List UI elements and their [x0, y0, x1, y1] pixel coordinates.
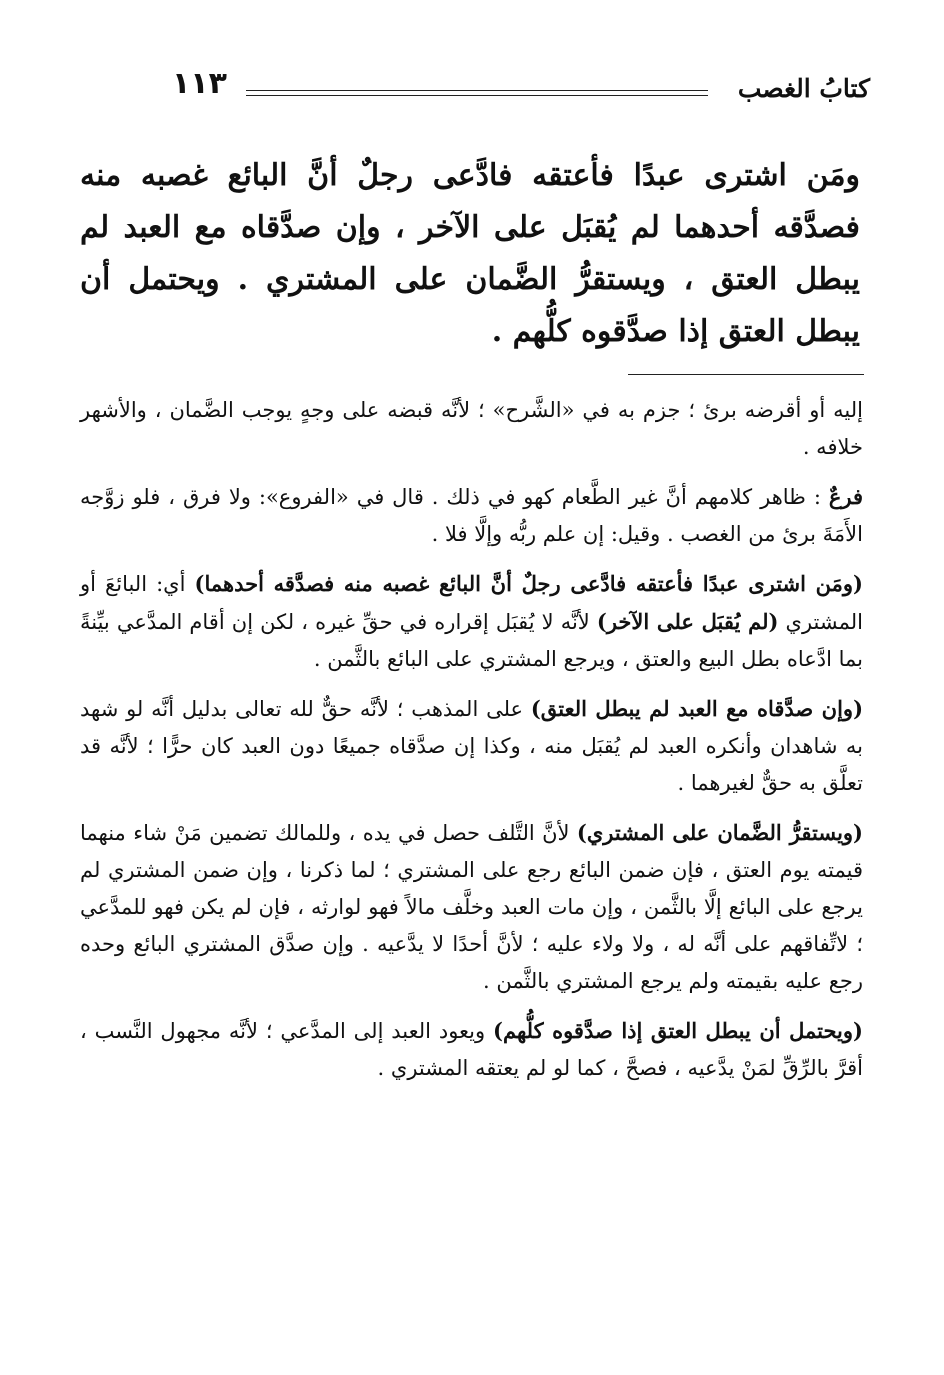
commentary-paragraph: [80, 1012, 863, 1087]
quoted-lemma: (لم يُقبَل على الآخر): [596, 609, 779, 634]
commentary-text: ويعود العبد إلى المدَّعي ؛ لأنَّه مجهول النَّسب ، أقرَّ بالرِّقِّ لمَنْ يدَّعيه ، فصحَّ ، كما لو لم يعتقه المشتري .: [80, 1019, 863, 1080]
header-rule: [246, 90, 708, 91]
commentary-text: على المذهب ؛ لأنَّه حقٌّ لله تعالى بدليل أنَّه لو شهد به شاهدان وأنكره العبد لم يُقبَل منه ، وكذا إن صدَّقاه جميعًا دون العبد كان حرًّا ؛ لأنَّه قد تعلَّق به حقٌّ لغيرهما .: [80, 697, 863, 795]
commentary-paragraph: إليه أو أقرضه برئ ؛ جزم به في «الشَّرح» ؛ لأنَّه قبضه على وجهٍ يوجب الضَّمان ، والأشهر خلافه .: [80, 398, 863, 459]
commentary-heading: فرعٌ: [828, 484, 863, 509]
commentary: [80, 392, 863, 1099]
running-title: كتابُ الغصب: [737, 74, 870, 103]
page-number: ١١٣: [172, 66, 227, 101]
quoted-lemma: (وإن صدَّقاه مع العبد لم يبطل العتق): [530, 696, 864, 721]
main-text: ومَن اشترى عبدًا فأعتقه فادَّعى رجلٌ أنَّ البائع غصبه منه فصدَّقه أحدهما لم يُقبَل على الآخر ، وإن صدَّقاه مع العبد لم يبطل العتق ، ويستقرُّ الضَّمان على المشتري . ويحتمل أن يبطل العتق إذا صدَّقوه كلُّهم .: [80, 158, 860, 349]
commentary-paragraph: [80, 565, 863, 678]
quoted-lemma: (ويستقرُّ الضَّمان على المشتري): [576, 820, 863, 845]
commentary-text: لأنَّ التَّلف حصل في يده ، وللمالك تضمين مَنْ شاء منهما قيمته يوم العتق ، فإن ضمن البائع رجع على المشتري ؛ لما ذكرنا ، وإن ضمن المشتري لم يرجع على البائع إلَّا بالثَّمن ، وإن مات العبد وخلَّف مالاً فهو لوارثه ، فإن لم يكن فهو للمدَّعي ؛ لاتِّفاقهم على أنَّه له ، ولا ولاء عليه ؛ لأنَّ أحدًا لا يدَّعيه . وإن صدَّق المشتري البائع وحده رجع عليه بقيمته ولم يرجع المشتري بالثَّمن .: [80, 821, 863, 993]
commentary-text: أي: البائعَ أو المشتري: [80, 572, 863, 634]
commentary-paragraph: [80, 814, 863, 1000]
commentary-paragraph: [80, 478, 863, 553]
commentary-text: لأنَّه لا يُقبَل إقراره في حقِّ غيره ، لكن إن أقام المدَّعي بيِّنةً بما ادَّعاه بطل البيع والعتق ، ويرجع المشتري على البائع بالثَّمن .: [80, 610, 863, 671]
commentary-paragraph: [80, 690, 863, 802]
header-rule: [246, 95, 708, 96]
quoted-lemma: (ويحتمل أن يبطل العتق إذا صدَّقوه كلُّهم): [493, 1018, 863, 1043]
quoted-lemma: (ومَن اشترى عبدًا فأعتقه فادَّعى رجلٌ أنَّ البائع غصبه منه فصدَّقه أحدهما): [194, 571, 863, 596]
commentary-text: : ظاهر كلامهم أنَّ غير الطَّعام كهو في ذلك . قال في «الفروع»: ولا فرق ، فلو زوَّجه الأَمَةَ برئ من الغصب . وقيل: إن علم ربُّه وإلَّا فلا .: [80, 485, 863, 546]
footnote-separator: [628, 374, 864, 375]
page-header: [150, 62, 870, 112]
